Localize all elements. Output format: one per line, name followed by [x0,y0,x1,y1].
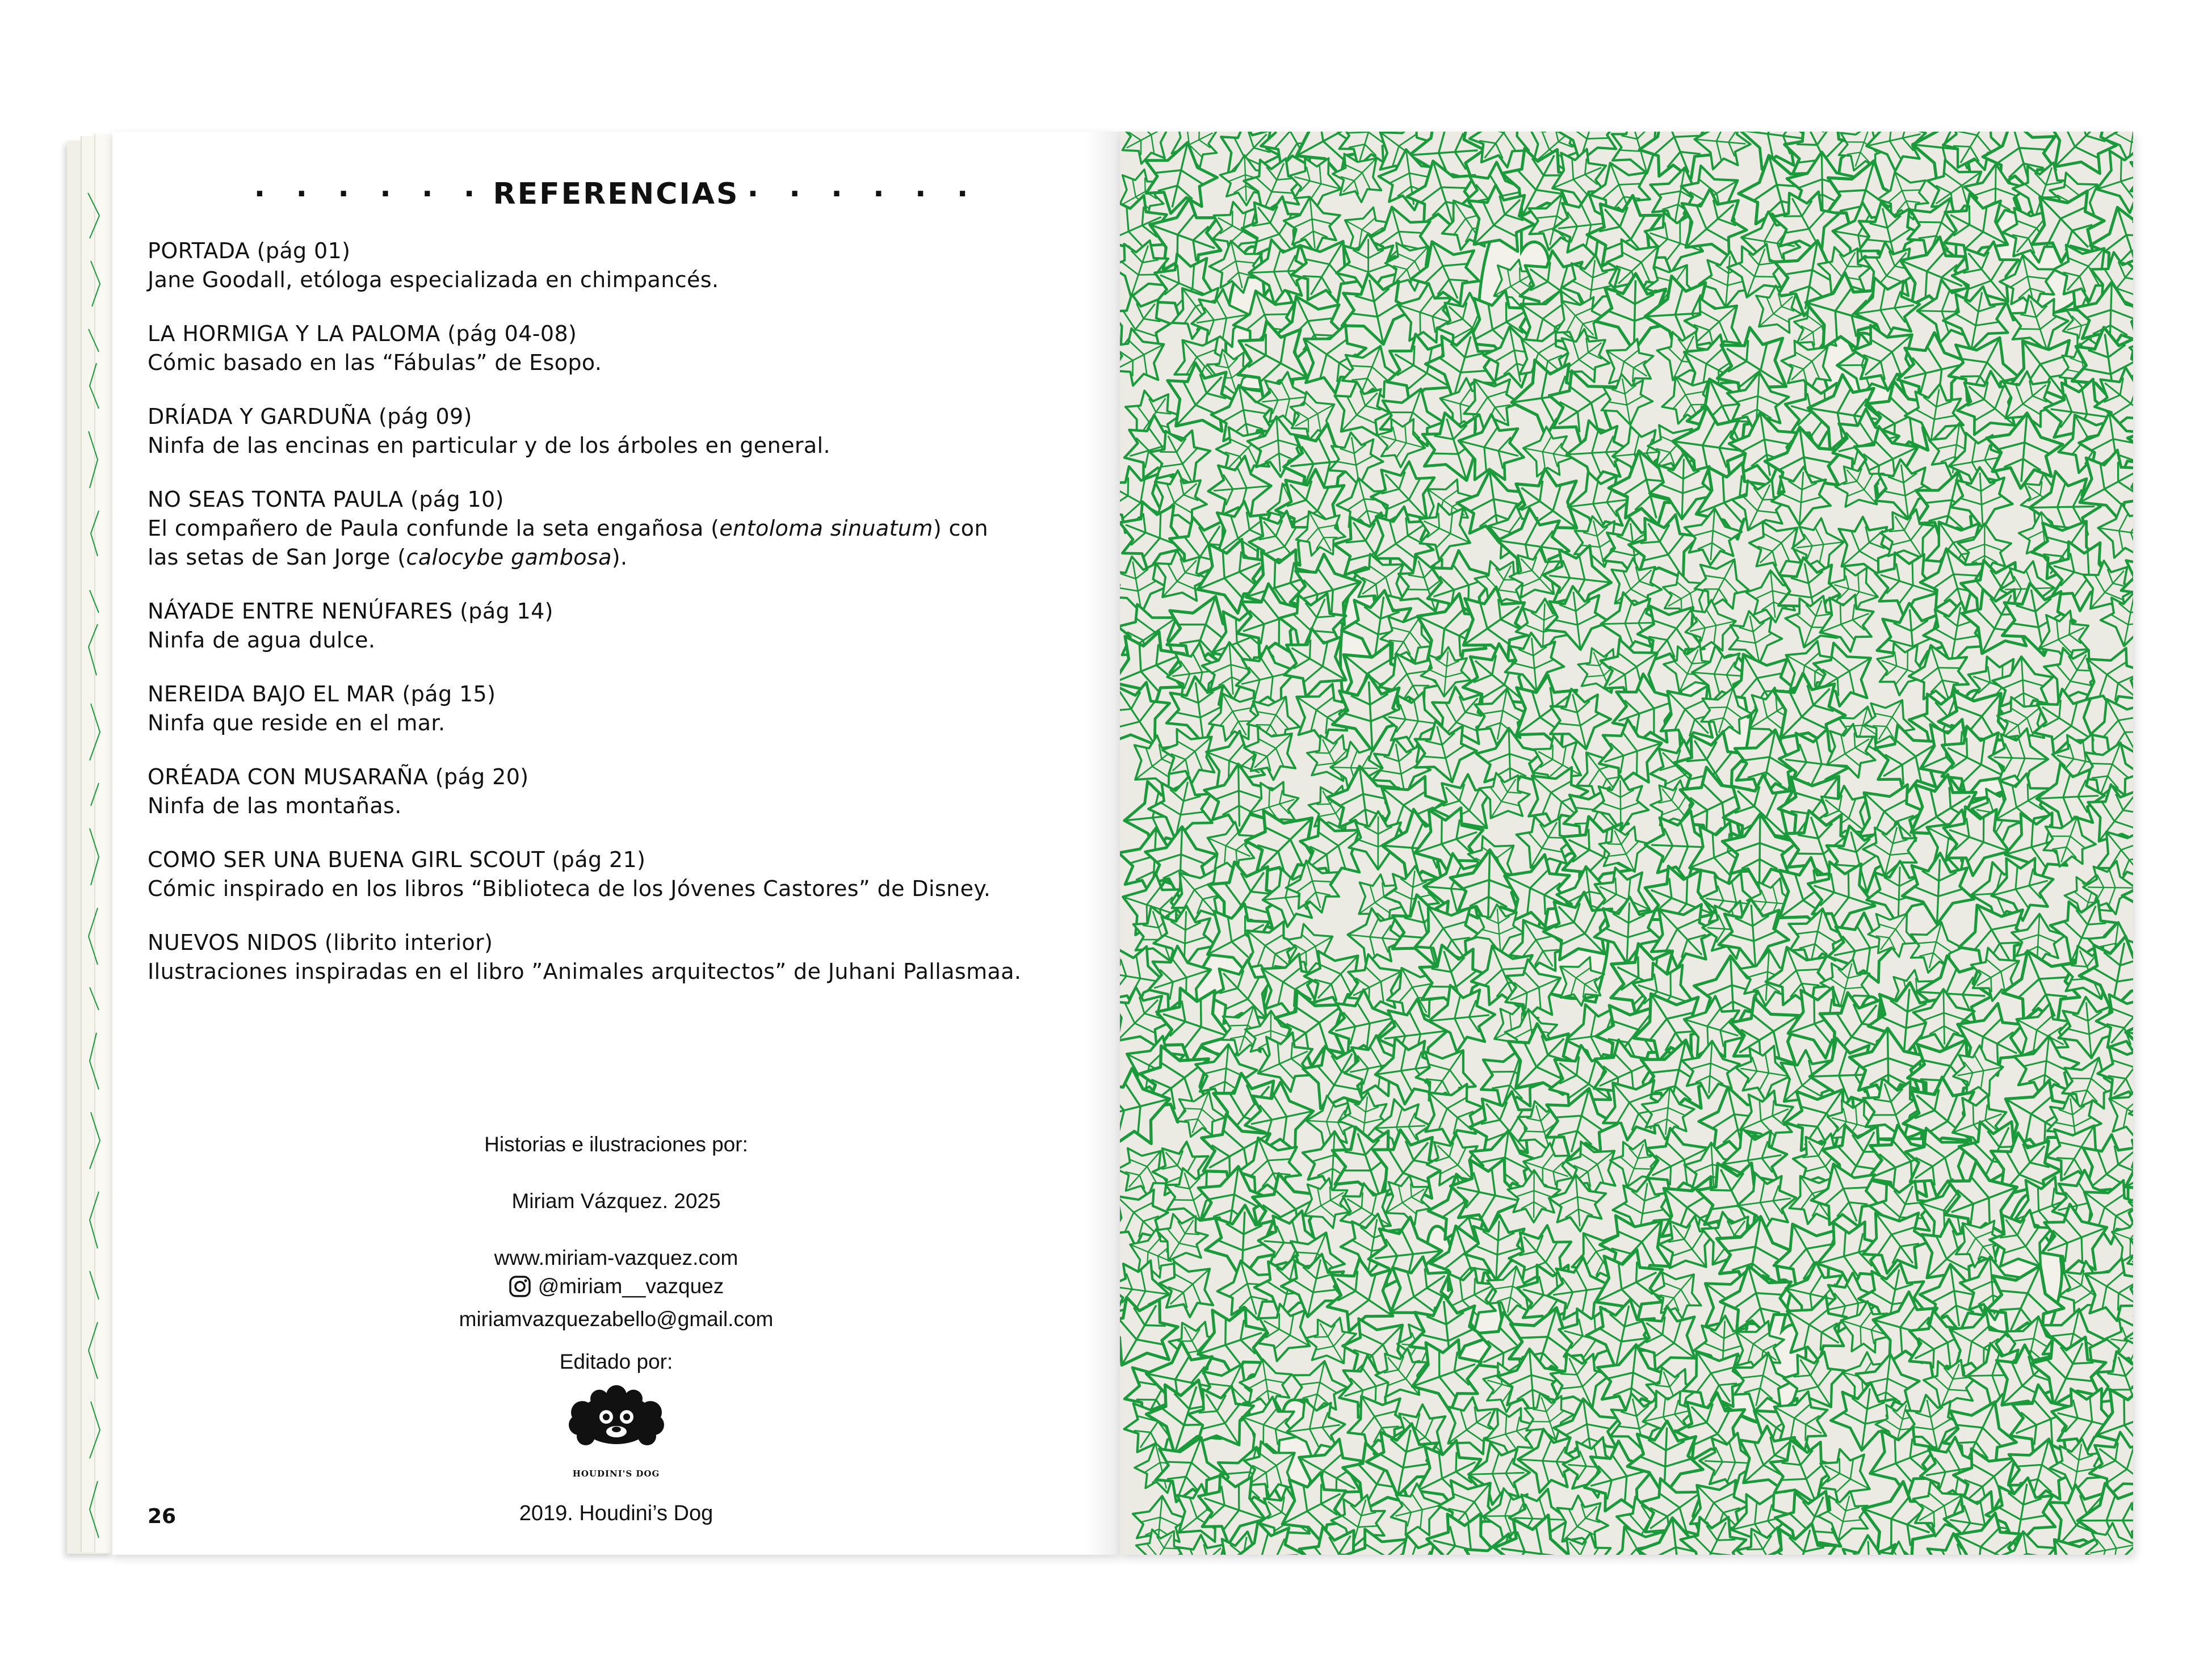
reference-item [148,485,1101,572]
instagram-handle-row[interactable] [509,1272,724,1301]
reference-description: Cómic inspirado en los libros “Biblioteca de los Jóvenes Castores” de Disney. [148,876,991,901]
credits-email[interactable]: miriamvazquezabello@gmail.com [459,1307,774,1331]
left-page [112,132,1120,1555]
reference-title: DRÍADA Y GARDUÑA (pág 09) [148,404,472,429]
reference-item [148,597,1101,655]
reference-description: Jane Goodall, etóloga especializada en chimpancés. [148,267,719,292]
dog-logo-icon [554,1384,679,1452]
reference-item [148,237,1101,295]
reference-description: Ilustraciones inspiradas en el libro ”Animales arquitectos” de Juhani Pallasmaa. [148,959,1022,984]
page-number: 26 [148,1505,177,1528]
houdinis-dog-logo [554,1384,679,1488]
heading-dots-right: · · · · · · [747,177,979,211]
references-heading [112,177,1120,211]
ivy-leaf [1789,516,1847,574]
reference-item [148,402,1101,460]
credits-edited-label: Editado por: [559,1350,673,1373]
edge-leaf-pattern [85,193,102,1543]
instagram-handle: @miriam__vazquez [538,1274,724,1298]
reference-title: COMO SER UNA BUENA GIRL SCOUT (pág 21) [148,847,646,872]
footer-publisher: 2019. Houdini’s Dog [519,1501,713,1525]
reference-description: Ninfa de las montañas. [148,793,402,818]
desc-text: ) con [933,516,988,541]
desc-text: las setas de San Jorge ( [148,545,406,570]
desc-italic: calocybe gambosa [406,545,612,570]
credits-website[interactable]: www.miriam-vazquez.com [494,1246,738,1269]
reference-title: LA HORMIGA Y LA PALOMA (pág 04-08) [148,321,577,346]
heading-dots-left: · · · · · · [254,177,485,211]
reference-title: ORÉADA CON MUSARAÑA (pág 20) [148,764,529,789]
reference-item [148,319,1101,377]
reference-description [148,514,1101,543]
desc-text: El compañero de Paula confunde la seta engañosa ( [148,516,720,541]
desc-text: ). [611,545,628,570]
credits-author: Miriam Vázquez. 2025 [511,1189,721,1213]
logo-text: HOUDINI'S DOG [572,1469,660,1479]
reference-item [148,928,1101,986]
reference-title: NEREIDA BAJO EL MAR (pág 15) [148,682,496,706]
instagram-icon [509,1275,531,1298]
references-list [148,237,1101,1011]
reference-title: NÁYADE ENTRE NENÚFARES (pág 14) [148,599,553,624]
reference-description: Ninfa que reside en el mar. [148,710,446,735]
reference-title: NUEVOS NIDOS (librito interior) [148,930,493,955]
heading-title: REFERENCIAS [493,177,740,211]
reference-item [148,763,1101,821]
reference-title: PORTADA (pág 01) [148,238,351,263]
reference-item [148,680,1101,738]
reference-description: Cómic basado en las “Fábulas” de Esopo. [148,350,602,375]
reference-item [148,845,1101,903]
credits-block [112,1130,1120,1488]
reference-description: Ninfa de las encinas en particular y de los árboles en general. [148,433,830,458]
credits-by-label: Historias e ilustraciones por: [484,1133,748,1156]
right-page-illustration [1120,132,2133,1555]
desc-italic: entoloma sinuatum [719,516,933,541]
reference-description: Ninfa de agua dulce. [148,628,376,653]
reference-description [148,543,1101,572]
ivy-leaf [1419,645,1473,699]
reference-title: NO SEAS TONTA PAULA (pág 10) [148,487,504,512]
ivy-hands-pattern [1120,132,2133,1555]
